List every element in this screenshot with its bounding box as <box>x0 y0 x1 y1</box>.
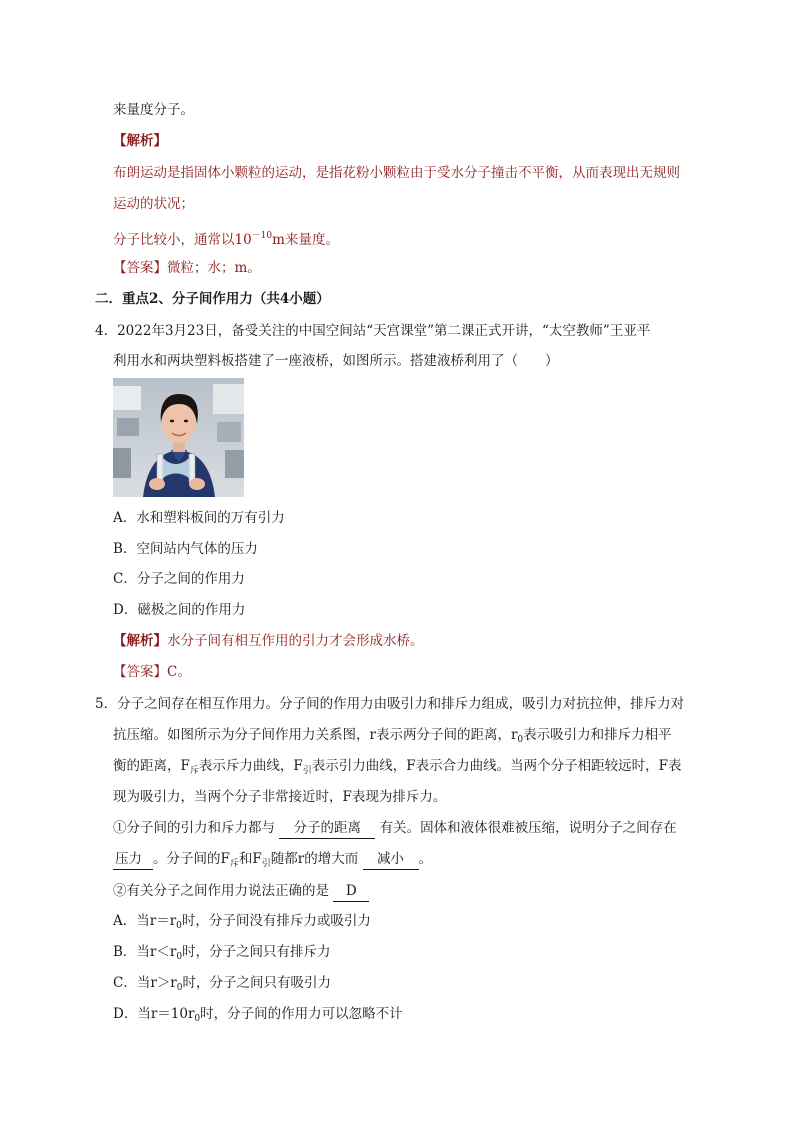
q5-line-1: 5．分子之间存在相互作用力。分子间的作用力由吸引力和排斥力组成，吸引力对抗拉伸，排斥力对 <box>95 696 685 712</box>
q5-option-b-pre: B．当r＜r <box>113 944 177 960</box>
q5-option-c-sub: 0 <box>176 983 183 993</box>
analysis-line-3-pre: 分子比较小，通常以 <box>113 232 235 248</box>
q4-analysis-label: 【解析】 <box>113 633 167 649</box>
q4-option-b: B．空间站内气体的压力 <box>113 541 258 557</box>
q5-part-1 <box>113 818 677 839</box>
q5-line-2 <box>113 725 672 750</box>
q5-option-b <box>113 942 331 967</box>
q5-option-a-sub: 0 <box>176 921 182 931</box>
q5-option-d <box>113 1004 403 1029</box>
intro-line: 来量度分子。 <box>113 102 194 118</box>
q5-option-c-post: 时，分子之间只有吸引力 <box>182 975 331 991</box>
q5-part-1-cont-sub1: 斥 <box>229 859 239 869</box>
q5-line-3-sub1: 斥 <box>189 766 199 776</box>
q5-part-1-cont-b: 和F <box>238 851 262 867</box>
q4-line-1: 4．2022年3月23日，备受关注的中国空间站“天宫课堂”第二课正式开讲，“太空教师”王亚平 <box>95 323 651 339</box>
q4-answer: 【答案】C。 <box>113 664 191 680</box>
q5-option-c-pre: C．当r＞r <box>113 975 177 991</box>
q5-line-3-a: 衡的距离，F <box>113 758 190 774</box>
analysis-line-3 <box>113 226 339 250</box>
q5-part-1-mid: 有关。固体和液体很难被压缩，说明分子之间存在 <box>379 820 677 836</box>
q5-line-3-c: 表示引力曲线，F表示合力曲线。当两个分子相距较远时，F表 <box>311 758 682 774</box>
analysis-line-1: 布朗运动是指固体小颗粒的运动，是指花粉小颗粒由于受水分子撞击不平衡，从而表现出无规则 <box>113 165 680 181</box>
astronaut-liquid-bridge-photo <box>113 378 244 497</box>
analysis-line-2: 运动的状况； <box>113 196 194 212</box>
section-title: 二．重点2、分子间作用力（共4小题） <box>95 291 330 307</box>
q5-option-a-pre: A．当r＝r <box>113 913 177 929</box>
q5-line-3-b: 表示斥力曲线，F <box>198 758 303 774</box>
q5-line-3 <box>113 756 682 781</box>
fill-blank-1: 分子的距离 <box>279 818 375 839</box>
q5-part-1-cont-sub2: 引 <box>261 859 271 869</box>
fill-blank-4: D <box>333 881 369 902</box>
q5-option-d-sub: 0 <box>194 1014 201 1024</box>
q4-option-a: A．水和塑料板间的万有引力 <box>113 510 285 526</box>
q5-part-1-cont-a: 。分子间的F <box>153 851 230 867</box>
q5-part-2-pre: ②有关分子之间作用力说法正确的是 <box>113 883 329 899</box>
q5-part-1-cont-c: 随都r的增大而 <box>270 851 359 867</box>
q5-part-1-pre: ①分子间的引力和斥力都与 <box>113 820 275 836</box>
q5-line-2-post: 表示吸引力和排斥力相平 <box>523 727 672 743</box>
q5-line-3-sub2: 引 <box>302 766 312 776</box>
analysis-label: 【解析】 <box>113 133 167 149</box>
q5-option-b-post: 时，分子之间只有排斥力 <box>182 944 331 960</box>
photo-illustration <box>113 378 244 497</box>
q5-line-2-pre: 抗压缩。如图所示为分子间作用力关系图，r表示两分子间的距离，r <box>113 727 518 743</box>
power-exponent: －10 <box>251 231 273 241</box>
q4-analysis <box>113 631 424 651</box>
q5-part-1-cont-end: 。 <box>418 851 433 867</box>
q4-option-d: D．磁极之间的作用力 <box>113 602 246 618</box>
q5-option-b-sub: 0 <box>176 952 183 962</box>
q5-option-d-pre: D．当r＝10r <box>113 1006 195 1022</box>
q4-option-c: C．分子之间的作用力 <box>113 571 245 587</box>
power-base: 10 <box>234 232 252 248</box>
answer-3: 【答案】微粒；水；m。 <box>113 260 261 276</box>
q5-option-d-post: 时，分子间的作用力可以忽略不计 <box>200 1006 403 1022</box>
q5-part-1-cont <box>113 849 432 874</box>
q4-line-2: 利用水和两块塑料板搭建了一座液桥，如图所示。搭建液桥利用了（ ） <box>113 353 559 369</box>
q5-option-a <box>113 911 371 936</box>
q5-line-2-sub: 0 <box>517 735 524 745</box>
fill-blank-3: 减小 <box>363 849 419 870</box>
analysis-line-3-post: m来量度。 <box>272 232 339 248</box>
q5-line-4: 现为吸引力，当两个分子非常接近时，F表现为排斥力。 <box>113 789 447 805</box>
q5-option-a-post: 时，分子间没有排斥力或吸引力 <box>181 913 371 929</box>
fill-blank-2: 压力 <box>113 849 153 870</box>
q4-analysis-text: 水分子间有相互作用的引力才会形成水桥。 <box>167 633 424 649</box>
q5-part-2 <box>113 881 369 902</box>
q5-option-c <box>113 973 331 998</box>
